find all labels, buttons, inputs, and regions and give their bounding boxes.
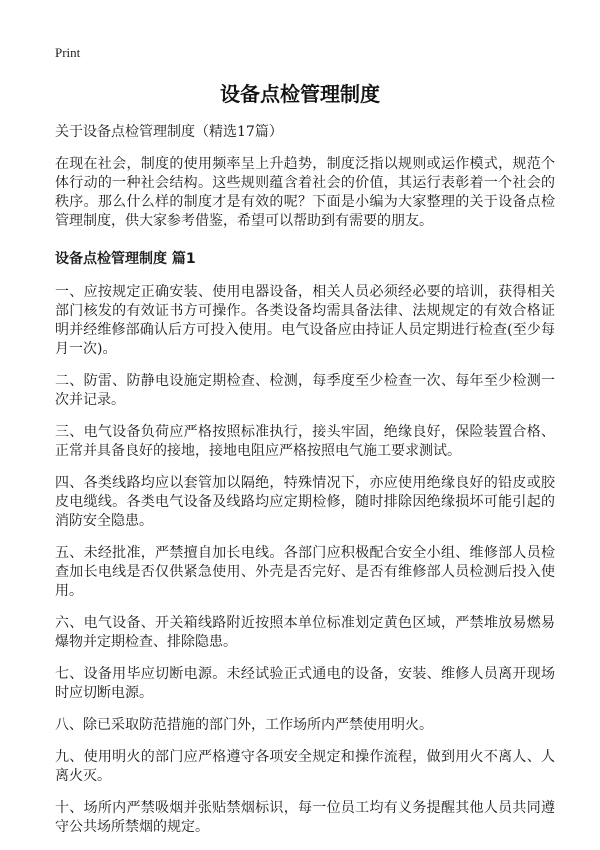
intro-paragraph: 在现在社会，制度的使用频率呈上升趋势，制度泛指以规则或运作模式，规范个体行动的一种社会结构。这些规则蕴含着社会的价值，其运行表彰着一个社会的秩序。那么什么样的制度才是有效的呢？下面是小编为大家整理的关于设备点检管理制度，供大家参考借鉴，希望可以帮助到有需要的朋友。: [55, 156, 555, 229]
list-item: 一、应按规定正确安装、使用电器设备，相关人员必须经必要的培训，获得相关部门核发的有效证书方可操作。各类设备均需具备法律、法规规定的有效合格证明并经维修部确认后方可投入使用。电气设备应由持证人员定期进行检查(至少每月一次)。: [55, 284, 555, 357]
document-title: 设备点检管理制度: [220, 82, 380, 106]
list-item: 四、各类线路均应以套管加以隔绝，特殊情况下，亦应使用绝缘良好的铅皮或胶皮电缆线。各类电气设备及线路均应定期检修，随时排除因绝缘损坏可能引起的消防安全隐患。: [55, 475, 555, 529]
list-item: 八、除已采取防范措施的部门外，工作场所内严禁使用明火。: [55, 717, 433, 733]
list-item: 九、使用明火的部门应严格遵守各项安全规定和操作流程，做到用火不离人、人离火灭。: [55, 749, 555, 784]
list-item: 二、防雷、防静电设施定期检查、检测，每季度至少检查一次、每年至少检测一次并记录。: [55, 373, 555, 408]
list-item: 五、未经批准，严禁擅自加长电线。各部门应积极配合安全小组、维修部人员检查加长电线是否仅供紧急使用、外壳是否完好、是否有维修部人员检测后投入使用。: [55, 545, 555, 599]
list-item: 十、场所内严禁吸烟并张贴禁烟标识，每一位员工均有义务提醒其他人员共同遵守公共场所禁烟的规定。: [55, 800, 555, 835]
section-heading: 设备点检管理制度 篇1: [55, 251, 196, 267]
list-item: 三、电气设备负荷应严格按照标准执行，接头牢固，绝缘良好，保险装置合格、正常并具备良好的接地，接地电阻应严格按照电气施工要求测试。: [55, 424, 555, 459]
document-body: [55, 122, 555, 850]
print-label: Print: [55, 45, 81, 60]
list-item: 六、电气设备、开关箱线路附近按照本单位标准划定黄色区域，严禁堆放易燃易爆物并定期检查、排除隐患。: [55, 615, 555, 650]
list-item: 七、设备用毕应切断电源。未经试验正式通电的设备，安装、维修人员离开现场时应切断电源。: [55, 666, 555, 701]
document-subtitle: 关于设备点检管理制度（精选17篇）: [55, 124, 283, 140]
